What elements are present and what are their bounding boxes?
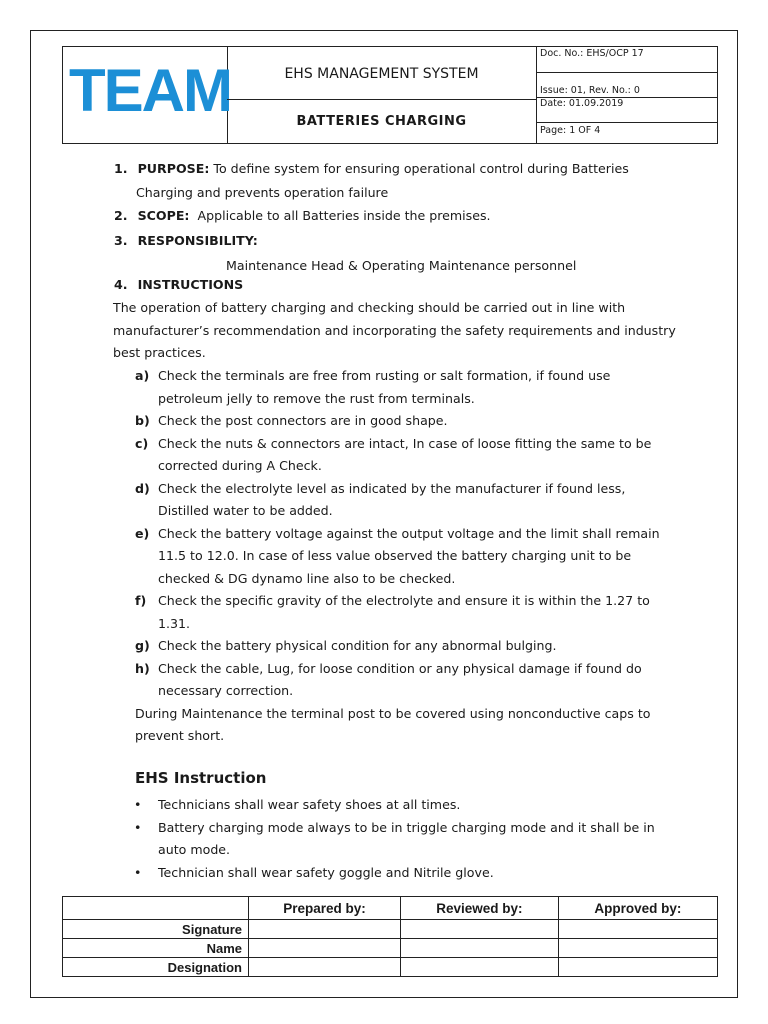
item-text: Check the cable, Lug, for loose condition or any physical damage if found do: [158, 660, 642, 676]
scope-text: Applicable to all Batteries inside the premises.: [197, 208, 491, 223]
bullet-text: Battery charging mode always to be in triggle charging mode and it shall be in: [158, 819, 655, 835]
document-title: BATTERIES CHARGING: [296, 114, 467, 129]
page-number: Page: 1 OF 4: [540, 125, 601, 136]
issue-revision: Issue: 01, Rev. No.: 0: [536, 73, 717, 98]
instruction-item: [135, 590, 660, 613]
bullet-icon: •: [134, 819, 142, 835]
section-label: SCOPE:: [137, 208, 190, 223]
item-text: 1.31.: [158, 615, 191, 631]
doc-meta-cell: [536, 47, 717, 143]
reviewed-by-header: Reviewed by:: [400, 897, 558, 920]
system-title: EHS MANAGEMENT SYSTEM: [227, 47, 536, 100]
row-label: Signature: [63, 920, 249, 939]
item-letter: h): [135, 660, 150, 676]
section-purpose: [114, 161, 629, 176]
section-instructions: [114, 277, 243, 292]
item-text: Check the electrolyte level as indicated by the manufacturer if found less,: [158, 480, 626, 496]
item-letter: d): [135, 480, 150, 496]
item-text: Check the post connectors are in good shape.: [158, 413, 448, 428]
section-number: 1.: [114, 161, 128, 176]
item-text: Check the terminals are free from rusting or salt formation, if found use: [158, 368, 611, 383]
reviewed-designation-cell: [400, 958, 558, 977]
item-letter: c): [135, 435, 149, 451]
row-label: Designation: [63, 958, 249, 977]
ehs-bullet: [134, 794, 655, 817]
item-letter: e): [135, 525, 150, 541]
maintenance-note: prevent short.: [135, 728, 225, 743]
instruction-list: [135, 365, 660, 748]
item-text: Check the battery voltage against the output voltage and the limit shall remain: [158, 525, 660, 541]
section-number: 2.: [114, 208, 128, 223]
item-letter: a): [135, 368, 150, 383]
section-number: 3.: [114, 233, 128, 248]
item-text: petroleum jelly to remove the rust from terminals.: [158, 390, 475, 406]
item-text: necessary correction.: [158, 683, 294, 698]
section-responsibility: [114, 233, 258, 248]
doc-number: Doc. No.: EHS/OCP 17: [536, 47, 717, 73]
ehs-bullet-list: [134, 794, 655, 884]
section-label: PURPOSE:: [137, 161, 210, 176]
prepared-name-cell: [249, 939, 401, 958]
section-label: RESPONSIBILITY:: [137, 233, 258, 248]
name-row: [63, 939, 718, 958]
maintenance-note: During Maintenance the terminal post to be covered using nonconductive caps to: [135, 705, 651, 721]
bullet-text: auto mode.: [158, 842, 231, 857]
reviewed-name-cell: [400, 939, 558, 958]
item-letter: g): [135, 638, 150, 653]
reviewed-signature-cell: [400, 920, 558, 939]
prepared-by-header: Prepared by:: [249, 897, 401, 920]
document-header: [62, 46, 718, 144]
section-label: INSTRUCTIONS: [137, 277, 244, 292]
instruction-item: [135, 365, 660, 388]
title-cell: [227, 47, 537, 143]
bullet-text: Technician shall wear safety goggle and Nitrile glove.: [158, 864, 494, 880]
team-logo: TEAM: [69, 57, 231, 124]
prepared-signature-cell: [249, 920, 401, 939]
section-scope: [114, 208, 491, 223]
designation-row: [63, 958, 718, 977]
row-label: Name: [63, 939, 249, 958]
logo-cell: [63, 47, 231, 143]
bullet-icon: •: [134, 864, 142, 880]
responsibility-text: Maintenance Head & Operating Maintenance personnel: [226, 258, 577, 273]
corner-cell: [63, 897, 249, 920]
intro-paragraph: [113, 297, 676, 365]
item-text: 11.5 to 12.0. In case of less value observed the battery charging unit to be: [158, 548, 632, 563]
prepared-designation-cell: [249, 958, 401, 977]
instruction-item: [135, 658, 660, 681]
ehs-bullet: [134, 862, 655, 885]
purpose-text-cont: Charging and prevents operation failure: [136, 185, 389, 200]
item-letter: f): [135, 593, 147, 608]
item-text: Check the nuts & connectors are intact, In case of loose fitting the same to be: [158, 435, 652, 451]
approved-signature-cell: [558, 920, 717, 939]
approved-by-header: Approved by:: [558, 897, 717, 920]
instruction-item: [135, 635, 660, 658]
intro-line: The operation of battery charging and checking should be carried out in line with: [113, 300, 626, 315]
intro-line: best practices.: [113, 345, 206, 360]
item-letter: b): [135, 413, 150, 428]
instruction-item: [135, 523, 660, 546]
instruction-item: [135, 433, 660, 456]
signoff-table: [62, 896, 718, 977]
signature-row: [63, 920, 718, 939]
signoff-header-row: [63, 897, 718, 920]
intro-line: manufacturer’s recommendation and incorporating the safety requirements and industry: [113, 322, 676, 338]
instruction-item: [135, 410, 660, 433]
bullet-icon: •: [134, 797, 142, 812]
item-text: corrected during A Check.: [158, 458, 322, 473]
approved-name-cell: [558, 939, 717, 958]
purpose-text: To define system for ensuring operational control during Batteries: [213, 161, 629, 176]
ehs-heading: EHS Instruction: [135, 769, 267, 787]
ehs-bullet: [134, 817, 655, 840]
item-text: Check the battery physical condition for any abnormal bulging.: [158, 638, 557, 653]
item-text: Distilled water to be added.: [158, 503, 333, 518]
section-number: 4.: [114, 277, 128, 292]
approved-designation-cell: [558, 958, 717, 977]
item-text: Check the specific gravity of the electrolyte and ensure it is within the 1.27 to: [158, 593, 650, 608]
item-text: checked & DG dynamo line also to be checked.: [158, 570, 456, 586]
instruction-item: [135, 478, 660, 501]
doc-date: Date: 01.09.2019: [536, 98, 717, 123]
bullet-text: Technicians shall wear safety shoes at all times.: [158, 797, 461, 812]
